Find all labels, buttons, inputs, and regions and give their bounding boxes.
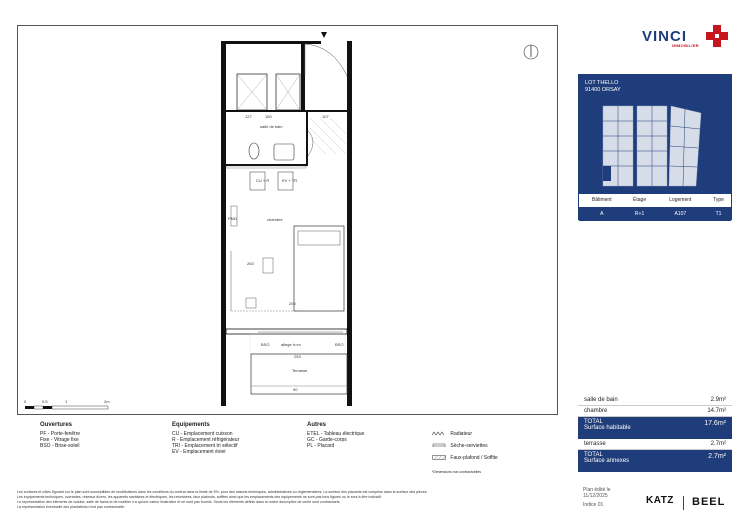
equip-bso-2: BSO [335,342,344,347]
dimension-note: *Dimensions non contractuelles [432,470,482,474]
lot-info [578,74,732,220]
toilet-icon [249,143,259,159]
bed [294,226,344,311]
beel-logo: BEEL [692,496,726,508]
room-label-bath: salle de bain [260,124,283,129]
surface-row-terrace: terrasse 2.7m² [578,439,732,450]
dim-253: 253 [294,354,301,359]
indice: Indice 01 [583,502,604,508]
dim-150: 150 [265,114,272,119]
legend-autres: Autres ETEL - Tableau électrique GC - Garde-corps PL - Placard [307,422,365,449]
svg-text:1: 1 [65,399,68,404]
dim-127: 127 [245,114,252,119]
vinci-logo [640,25,732,51]
brand-subtitle: IMMOBILIER [672,43,699,48]
total-annexes: TOTAL Surface annexes 2.7m² [578,450,732,472]
value-etage: R+1 [625,207,655,221]
total-habitable: TOTAL Surface habitable 17.6m² [578,417,732,439]
logo-separator [683,496,684,510]
surface-table [578,395,732,472]
highlighted-lot [603,166,611,181]
entry-marker-icon [321,32,327,38]
brand-name: VINCI [642,28,688,45]
left-wall [221,41,226,406]
header-batiment: Bâtiment [579,194,625,207]
value-type: T1 [706,207,731,221]
sink-icon [274,144,294,160]
katz-logo: KATZ [646,495,674,506]
plan-frame [17,25,558,415]
equip-allege: allege h=m [281,342,301,347]
header-etage: Étage [625,194,655,207]
radiator-icon [432,431,446,436]
legend-symbols: Radiateur Sèche-serviettes Faux-plafond / Soffite *Dimensions non contractuelles [432,431,498,474]
equip-bso: BSO [261,342,270,347]
equip-ev-tr: EV + TR [282,178,298,183]
legend-equipements: Equipements CU - Emplacement cuisson R - Emplacement réfrigérateur TRI - Emplacement tri sélectif EV - Emplacement évier [172,422,240,455]
floor-plan [18,26,559,416]
dim-107: 107 [322,114,329,119]
scale-bar [24,399,110,409]
dim-263: 263 [247,261,254,266]
surface-row: chambre 14.7m² [578,406,732,417]
equip-cu-r: CU + R [256,178,270,183]
lot-table [579,193,731,221]
false-ceiling-icon [432,455,446,460]
lot-title: LOT THELLO [585,80,619,86]
equip-pmd: PMD [228,216,237,221]
dim-200: 200 [289,301,296,306]
header-type: Type [706,194,731,207]
value-logement: A107 [655,207,706,221]
edit-info: Plan édité le 11/12/2025 Indice 01 [583,487,611,508]
vinci-cross-icon [706,25,728,47]
building-key-plan [601,101,711,189]
legend-ouvertures: Ouvertures PF - Porte-fenêtre Fixe - Vitrage fixe BSO - Brise-soleil [40,422,81,449]
svg-text:2m: 2m [104,399,110,404]
svg-text:0.5: 0.5 [42,399,48,404]
towel-dryer-icon [432,443,446,448]
surface-row: salle de bain 2.9m² [578,395,732,406]
right-wall [347,41,352,406]
room-label-terrace: Terrasse [292,368,308,373]
dim-90: 90 [293,387,298,392]
room-label-bedroom: chambre [267,217,283,222]
header-logement: Logement [655,194,706,207]
svg-text:0: 0 [24,399,27,404]
value-batiment: A [579,207,625,221]
lot-city: 91400 ORSAY [585,87,621,93]
disclaimer: Les surfaces et côtes figurant sur le plan sont susceptibles de modifications dans les conditions du contrat dans la limite de 5%, pour des raisons techniques, administratives ou réglementaires. La surface des placards est comprise dans la surface des pièces. Les équipements techniques, ouvrantes, réseaux divers, les appareils sanitaires et électriques, les retombées, faux plafonds, soffites ainsi que les emplacements des équipements ne sont pas tous figurés ou le sont à titre indicatif. La représentation des éléments de cuisine, salle de bains et de mobilier n'a qu'une valeur illustrative et ne sont pas fournis. Seuls les éléments définis dans la notice descriptive de vente sont contractuels. La représentation éventuelle des plantations n'est pas contractuelle. [17,490,428,509]
